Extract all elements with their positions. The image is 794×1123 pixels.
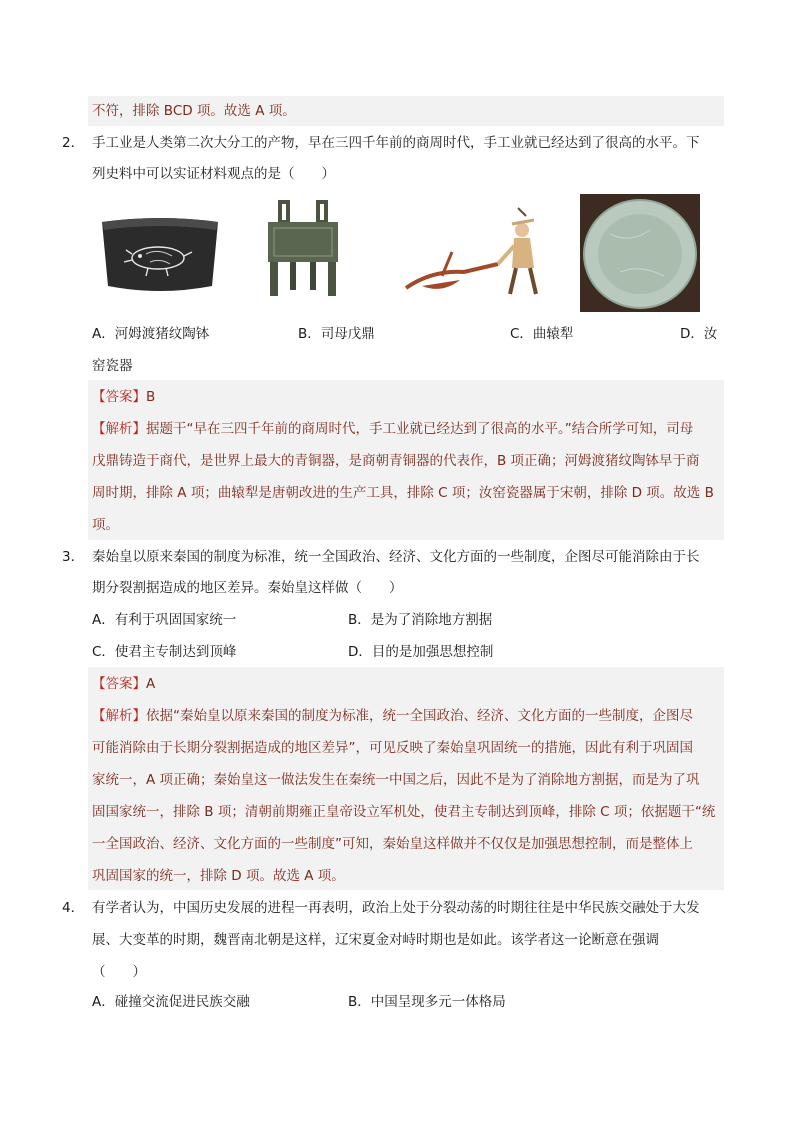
q3-option-d: D．目的是加强思想控制 — [348, 644, 494, 660]
q3-answer-label: 【答案】 — [92, 676, 146, 692]
q3-analysis-line5: 一全国政治、经济、文化方面的一些制度”可知，秦始皇这样做并不仅仅是加强思想控制，而是整体上 — [92, 836, 693, 852]
q3-answer — [92, 674, 155, 694]
q4-option-a: A．碰撞交流促进民族交融 — [92, 994, 250, 1010]
q4-stem-line3: （ ） — [92, 964, 146, 980]
q2-analysis-line3: 周时期，排除 A 项；曲辕犁是唐朝改进的生产工具，排除 C 项；汝窑瓷器属于宋朝，排除 D 项。故选 B — [92, 485, 714, 501]
q2-answer — [92, 387, 155, 407]
q2-analysis-line4: 项。 — [92, 517, 119, 533]
q3-analysis-label: 【解析】 — [92, 708, 146, 724]
q2-option-a: A．河姆渡猪纹陶钵 — [92, 326, 210, 342]
q3-option-c: C．使君主专制达到顶峰 — [92, 644, 237, 660]
q1-analysis-tail: 不符，排除 BCD 项。故选 A 项。 — [92, 103, 296, 119]
q2-option-d-cont: 窑瓷器 — [92, 358, 133, 374]
q2-analysis-label: 【解析】 — [92, 421, 146, 437]
q2-stem-line2: 列史料中可以实证材料观点的是（ ） — [92, 166, 335, 182]
q3-analysis-line2: 可能消除由于长期分裂割据造成的地区差异”，可见反映了秦始皇巩固统一的措施，因此有利于巩固国 — [92, 740, 693, 756]
q4-option-b: B．中国呈现多元一体格局 — [348, 994, 506, 1010]
q3-analysis-line6: 巩固国家的统一，排除 D 项。故选 A 项。 — [92, 868, 345, 884]
q3-number: 3． — [62, 549, 85, 565]
q2-option-b: B．司母戊鼎 — [298, 326, 375, 342]
q4-stem-line2: 展、大变革的时期，魏晋南北朝是这样，辽宋夏金对峙时期也是如此。该学者这一论断意在强调 — [92, 932, 659, 948]
curved-plough-image — [402, 206, 548, 298]
pottery-bowl-image — [96, 214, 224, 298]
q3-analysis-line1: 【解析】依据“秦始皇以原来秦国的制度为标准，统一全国政治、经济、文化方面的一些制度，企图尽 — [92, 708, 693, 724]
q2-option-c: C．曲辕犁 — [510, 326, 574, 342]
q2-answer-label: 【答案】 — [92, 389, 146, 405]
q3-stem-line1: 秦始皇以原来秦国的制度为标准，统一全国政治、经济、文化方面的一些制度，企图尽可能消除由于长 — [92, 549, 700, 565]
ru-kiln-porcelain-image — [580, 194, 700, 312]
q2-option-d: D．汝 — [680, 326, 718, 342]
q4-number: 4． — [62, 900, 85, 916]
q2-analysis-line2: 戊鼎铸造于商代，是世界上最大的青铜器，是商朝青铜器的代表作，B 项正确；河姆渡猪纹陶钵早于商 — [92, 453, 700, 469]
q3-analysis-line3: 家统一，A 项正确；秦始皇这一做法发生在秦统一中国之后，因此不是为了消除地方割据，而是为了巩 — [92, 772, 700, 788]
q3-option-b: B．是为了消除地方割据 — [348, 612, 493, 628]
q3-stem-line2: 期分裂割据造成的地区差异。秦始皇这样做（ ） — [92, 580, 403, 596]
q2-stem-line1: 手工业是人类第二次大分工的产物，早在三四千年前的商周时代，手工业就已经达到了很高的水平。下 — [92, 135, 700, 151]
simuwu-ding-image — [262, 200, 344, 300]
q3-answer-value: A — [146, 676, 156, 692]
q4-stem-line1: 有学者认为，中国历史发展的进程一再表明，政治上处于分裂动荡的时期往往是中华民族交融处于大发 — [92, 900, 700, 916]
q2-analysis-line1: 【解析】据题干“早在三四千年前的商周时代，手工业就已经达到了很高的水平。”结合所学可知，司母 — [92, 421, 694, 437]
q2-number: 2． — [62, 135, 85, 151]
q3-option-a: A．有利于巩固国家统一 — [92, 612, 237, 628]
q3-analysis-line4: 固国家统一，排除 B 项；清朝前期雍正皇帝设立军机处，使君主专制达到顶峰，排除 C 项；依据题干“统 — [92, 804, 716, 820]
q2-answer-value: B — [146, 389, 156, 405]
